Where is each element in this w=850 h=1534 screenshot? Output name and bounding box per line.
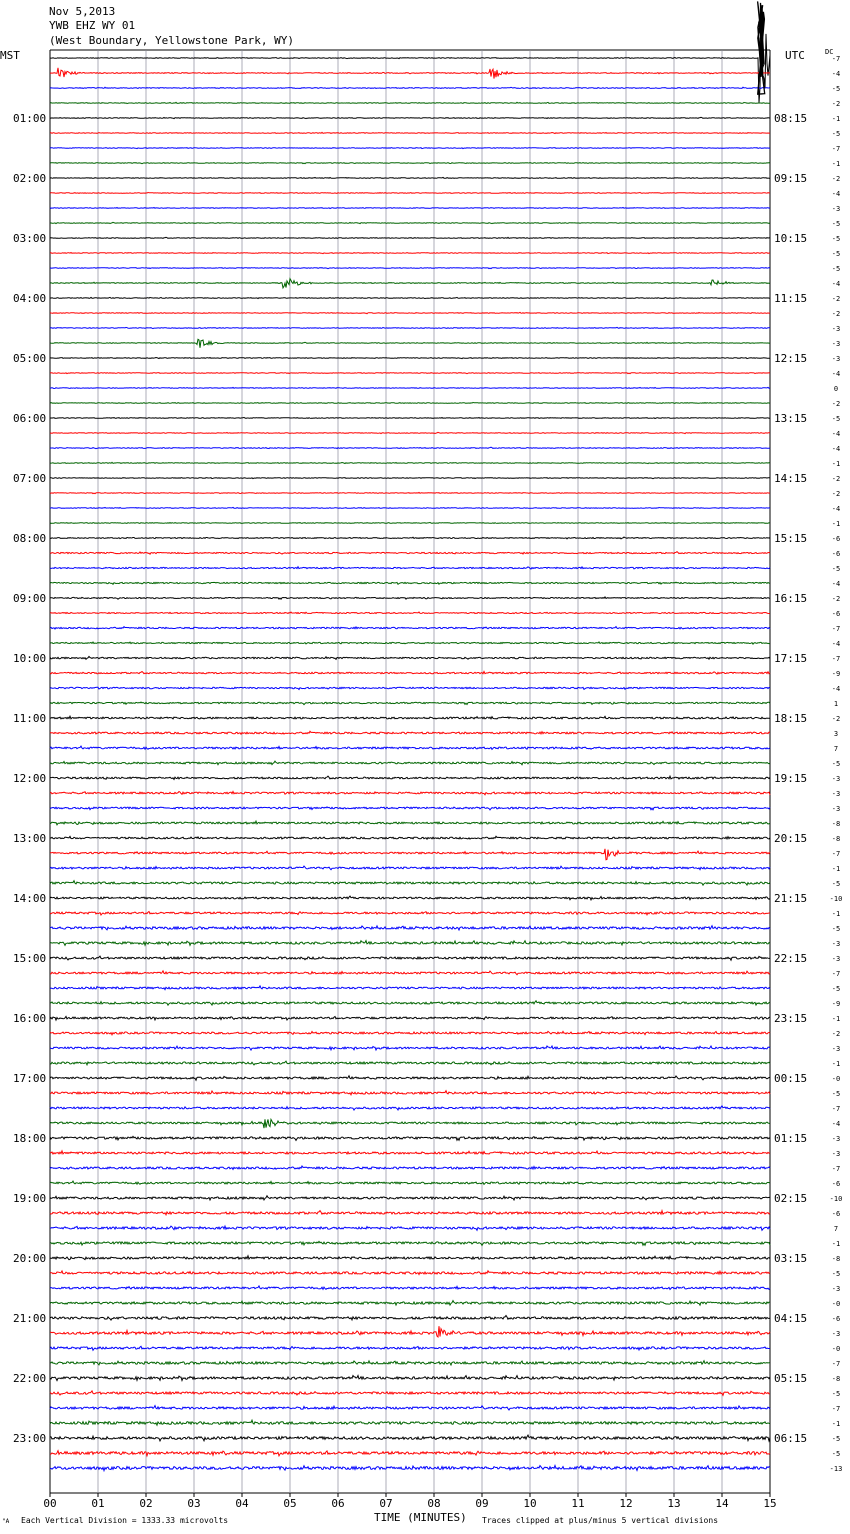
station-location: (West Boundary, Yellowstone Park, WY): [49, 34, 295, 47]
trace-row: [50, 1271, 770, 1275]
trace-row: [50, 746, 770, 749]
utc-time-label: 06:15: [774, 1432, 808, 1445]
utc-time-label: 16:15: [774, 592, 808, 605]
x-tick-label: 05: [283, 1497, 297, 1510]
mst-time-label: 14:00: [13, 892, 47, 905]
trace-row: [50, 971, 770, 975]
trace-row: [50, 1001, 770, 1005]
trace-row: [50, 702, 770, 705]
mst-time-label: 16:00: [13, 1012, 47, 1025]
dc-offset-label: -2: [831, 400, 841, 408]
dc-offset-label: -5: [831, 1435, 841, 1443]
utc-time-label: 00:15: [774, 1072, 808, 1085]
trace-row: [50, 1106, 770, 1110]
dc-offset-label: -7: [831, 850, 841, 858]
mst-time-label: 07:00: [13, 472, 47, 485]
dc-offset-label: -0: [831, 1300, 841, 1308]
x-tick-label: 06: [331, 1497, 345, 1510]
dc-offset-label: 1: [833, 700, 839, 708]
utc-time-label: 04:15: [774, 1312, 808, 1325]
right-timezone-label: UTC: [785, 49, 805, 62]
x-tick-label: 13: [667, 1497, 681, 1510]
trace-row: [50, 1211, 770, 1215]
plot-date: Nov 5,2013: [49, 5, 116, 18]
dc-offset-label: -5: [831, 985, 841, 993]
dc-offset-label: -2: [831, 175, 841, 183]
trace-row: [50, 417, 770, 418]
utc-time-label: 10:15: [774, 232, 808, 245]
trace-row: [50, 567, 770, 569]
trace-row: [50, 776, 770, 779]
dc-offset-label: -6: [831, 1210, 841, 1218]
dc-offset-label: -9: [831, 670, 841, 678]
dc-offset-label: -3: [831, 775, 841, 783]
trace-row: [50, 1406, 770, 1410]
dc-offset-label: -3: [831, 940, 841, 948]
mst-time-label: 10:00: [13, 652, 47, 665]
dc-offset-label: 0: [833, 385, 839, 393]
trace-row: [50, 1391, 770, 1395]
clip-note: Traces clipped at plus/minus 5 vertical divisions: [482, 1516, 719, 1525]
trace-row: [50, 1091, 770, 1095]
dc-offset-label: -5: [831, 760, 841, 768]
trace-row: [50, 1466, 770, 1471]
trace-row: [50, 986, 770, 990]
trace-row: [50, 896, 770, 900]
trace-row: [50, 1256, 770, 1260]
dc-offset-label: -1: [831, 1060, 841, 1068]
dc-offset-label: -5: [831, 250, 841, 258]
trace-row: [50, 849, 770, 860]
station-id: YWB EHZ WY 01: [49, 19, 136, 32]
dc-offset-label: -7: [831, 145, 841, 153]
left-timezone-label: MST: [0, 49, 20, 62]
dc-offset-label: -6: [831, 535, 841, 543]
dc-offset-label: -5: [831, 235, 841, 243]
dc-offset-label: -5: [831, 1090, 841, 1098]
corner-mark: "A: [2, 1518, 10, 1525]
dc-offset-label: -1: [831, 115, 841, 123]
dc-offset-label: -3: [831, 790, 841, 798]
dc-offset-label: -2: [831, 310, 841, 318]
trace-row: [50, 1420, 770, 1425]
trace-row: [50, 1316, 770, 1321]
trace-row: [50, 821, 770, 825]
dc-offset-label: -4: [831, 280, 841, 288]
mst-time-label: 11:00: [13, 712, 47, 725]
utc-time-label: 08:15: [774, 112, 808, 125]
mst-time-labels: [13, 112, 46, 1445]
trace-row: [50, 339, 770, 348]
trace-row: [50, 941, 770, 946]
mst-time-label: 17:00: [13, 1072, 47, 1085]
dc-offset-label: -4: [831, 1120, 841, 1128]
trace-row: [50, 1016, 770, 1020]
trace-row: [50, 881, 770, 886]
dc-offset-label: -5: [831, 220, 841, 228]
trace-row: [50, 148, 770, 149]
dc-offset-label: -7: [831, 655, 841, 663]
x-axis-title: TIME (MINUTES): [374, 1511, 467, 1524]
trace-row: [50, 627, 770, 629]
dc-offset-label: -5: [831, 925, 841, 933]
trace-row: [50, 102, 770, 103]
trace-row: [50, 1076, 770, 1080]
mst-time-label: 15:00: [13, 952, 47, 965]
dc-offset-label: -6: [831, 550, 841, 558]
mst-time-label: 01:00: [13, 112, 47, 125]
dc-offset-label: -3: [831, 955, 841, 963]
scale-note: Each Vertical Division = 1333.33 microvolts: [21, 1516, 229, 1525]
trace-row: [50, 402, 770, 403]
trace-row: [50, 926, 770, 930]
dc-offset-label: -3: [831, 1135, 841, 1143]
dc-offset-label: -3: [831, 325, 841, 333]
trace-row: [50, 132, 770, 133]
trace-row: [50, 327, 770, 328]
mst-time-label: 06:00: [13, 412, 47, 425]
dc-offset-label: -0: [831, 1345, 841, 1353]
trace-row: [50, 912, 770, 916]
trace-row: [50, 432, 770, 433]
trace-row: [50, 956, 770, 960]
dc-offset-label: -0: [831, 1075, 841, 1083]
mst-time-label: 23:00: [13, 1432, 47, 1445]
dc-offset-label: -5: [831, 1390, 841, 1398]
trace-row: [50, 836, 770, 839]
trace-row: [50, 1301, 770, 1306]
dc-offset-label: -1: [831, 460, 841, 468]
trace-row: [50, 1181, 770, 1184]
utc-time-label: 17:15: [774, 652, 808, 665]
dc-offset-label: -3: [831, 1045, 841, 1053]
utc-time-label: 18:15: [774, 712, 808, 725]
mst-time-label: 13:00: [13, 832, 47, 845]
seismic-traces: [50, 1, 770, 1470]
dc-offset-label: -5: [831, 265, 841, 273]
trace-row: [50, 279, 770, 288]
trace-row: [50, 1226, 770, 1230]
utc-time-label: 14:15: [774, 472, 808, 485]
dc-offset-label: -5: [831, 565, 841, 573]
dc-offset-label: -5: [831, 130, 841, 138]
trace-row: [50, 507, 770, 508]
trace-row: [50, 253, 770, 254]
dc-offset-label: -8: [831, 1375, 841, 1383]
trace-row: [50, 268, 770, 269]
x-tick-label: 08: [427, 1497, 441, 1510]
x-tick-label: 12: [619, 1497, 633, 1510]
dc-offset-label: -2: [831, 295, 841, 303]
dc-offset-label: -5: [831, 1450, 841, 1458]
trace-row: [50, 447, 770, 449]
x-tick-label: 15: [763, 1497, 777, 1510]
trace-row: [50, 642, 770, 644]
trace-row: [50, 537, 770, 539]
dc-offset-label: -4: [831, 370, 841, 378]
trace-row: [50, 387, 770, 388]
trace-row: [50, 1451, 770, 1456]
trace-row: [50, 522, 770, 523]
utc-time-label: 03:15: [774, 1252, 808, 1265]
trace-row: [50, 1151, 770, 1154]
utc-time-label: 11:15: [774, 292, 808, 305]
dc-offset-label: -7: [831, 1105, 841, 1113]
dc-offset-label: 7: [833, 745, 839, 753]
dc-offset-label: -2: [831, 1030, 841, 1038]
dc-offset-label: -7: [831, 1360, 841, 1368]
trace-row: [50, 612, 770, 614]
dc-offset-label: -1: [831, 520, 841, 528]
trace-row: [50, 597, 770, 599]
trace-row: [50, 222, 770, 223]
trace-row: [50, 1241, 770, 1245]
dc-offset-label: -4: [831, 640, 841, 648]
utc-time-label: 21:15: [774, 892, 808, 905]
trace-row: [50, 672, 770, 675]
dc-offset-labels: [830, 55, 843, 1473]
x-tick-label: 02: [139, 1497, 153, 1510]
dc-offset-label: -3: [831, 355, 841, 363]
dc-offset-label: -6: [831, 1180, 841, 1188]
dc-offset-label: -7: [831, 1405, 841, 1413]
trace-row: [50, 13, 770, 103]
trace-row: [50, 192, 770, 193]
dc-offset-label: -7: [831, 1165, 841, 1173]
trace-row: [50, 1136, 770, 1140]
x-tick-label: 03: [187, 1497, 201, 1510]
dc-offset-label: -1: [831, 1015, 841, 1023]
dc-offset-label: -10: [829, 1195, 843, 1203]
dc-offset-label: -2: [831, 715, 841, 723]
dc-offset-label: -1: [831, 865, 841, 873]
dc-offset-label: -3: [831, 1150, 841, 1158]
dc-offset-label: -2: [831, 490, 841, 498]
dc-offset-label: -4: [831, 70, 841, 78]
trace-row: [50, 1326, 770, 1337]
dc-offset-label: -13: [829, 1465, 843, 1473]
x-tick-label: 11: [571, 1497, 585, 1510]
trace-row: [50, 582, 770, 584]
dc-offset-label: -1: [831, 910, 841, 918]
utc-time-labels: [774, 112, 807, 1445]
trace-row: [50, 731, 770, 734]
dc-offset-label: -3: [831, 805, 841, 813]
dc-offset-label: -6: [831, 1315, 841, 1323]
dc-offset-label: -5: [831, 880, 841, 888]
dc-offset-label: -8: [831, 1255, 841, 1263]
mst-time-label: 05:00: [13, 352, 47, 365]
dc-offset-label: 7: [833, 1225, 839, 1233]
trace-row: [50, 1061, 770, 1065]
trace-row: [50, 478, 770, 479]
utc-time-label: 23:15: [774, 1012, 808, 1025]
utc-time-label: 09:15: [774, 172, 808, 185]
utc-time-label: 20:15: [774, 832, 808, 845]
dc-header: DC: [825, 48, 834, 56]
dc-offset-label: -3: [831, 1285, 841, 1293]
trace-row: [50, 1346, 770, 1350]
clipped-earthquake-trace: [758, 1, 765, 94]
trace-row: [50, 162, 770, 163]
dc-offset-label: -7: [831, 970, 841, 978]
trace-row: [50, 792, 770, 795]
trace-row: [50, 866, 770, 870]
dc-offset-label: -1: [831, 1240, 841, 1248]
trace-row: [50, 807, 770, 810]
x-tick-label: 01: [91, 1497, 105, 1510]
trace-row: [50, 1286, 770, 1290]
trace-row: [50, 208, 770, 209]
mst-time-label: 18:00: [13, 1132, 47, 1145]
trace-row: [50, 237, 770, 238]
utc-time-label: 15:15: [774, 532, 808, 545]
trace-row: [50, 552, 770, 555]
dc-offset-label: -7: [831, 55, 841, 63]
mst-time-label: 19:00: [13, 1192, 47, 1205]
dc-offset-label: 3: [833, 730, 839, 738]
mst-time-label: 04:00: [13, 292, 47, 305]
utc-time-label: 12:15: [774, 352, 808, 365]
trace-row: [50, 1119, 770, 1128]
trace-row: [50, 358, 770, 359]
dc-offset-label: -1: [831, 160, 841, 168]
trace-row: [50, 656, 770, 659]
trace-row: [50, 177, 770, 178]
dc-offset-label: -8: [831, 835, 841, 843]
mst-time-label: 12:00: [13, 772, 47, 785]
mst-time-label: 22:00: [13, 1372, 47, 1385]
dc-offset-label: -3: [831, 205, 841, 213]
dc-offset-label: -2: [831, 595, 841, 603]
dc-offset-label: -4: [831, 445, 841, 453]
trace-row: [50, 492, 770, 493]
mst-time-label: 08:00: [13, 532, 47, 545]
dc-offset-label: -6: [831, 610, 841, 618]
trace-row: [50, 87, 770, 88]
dc-offset-label: -10: [829, 895, 843, 903]
trace-row: [50, 1046, 770, 1050]
trace-row: [50, 761, 770, 765]
trace-row: [50, 462, 770, 463]
trace-row: [50, 716, 770, 719]
utc-time-label: 01:15: [774, 1132, 808, 1145]
dc-offset-label: -2: [831, 100, 841, 108]
x-tick-label: 09: [475, 1497, 489, 1510]
dc-offset-label: -3: [831, 340, 841, 348]
trace-row: [50, 1166, 770, 1169]
x-tick-label: 00: [43, 1497, 57, 1510]
trace-row: [50, 1031, 770, 1034]
dc-offset-label: -4: [831, 685, 841, 693]
dc-offset-label: -4: [831, 505, 841, 513]
trace-row: [50, 297, 770, 298]
utc-time-label: 22:15: [774, 952, 808, 965]
trace-row: [50, 1361, 770, 1365]
dc-offset-label: -5: [831, 1270, 841, 1278]
dc-offset-label: -7: [831, 625, 841, 633]
dc-offset-label: -1: [831, 1420, 841, 1428]
utc-time-label: 19:15: [774, 772, 808, 785]
x-tick-label: 07: [379, 1497, 393, 1510]
dc-offset-label: -9: [831, 1000, 841, 1008]
dc-offset-label: -4: [831, 580, 841, 588]
trace-row: [50, 687, 770, 689]
utc-time-label: 05:15: [774, 1372, 808, 1385]
utc-time-label: 02:15: [774, 1192, 808, 1205]
mst-time-label: 09:00: [13, 592, 47, 605]
dc-offset-label: -5: [831, 85, 841, 93]
x-tick-label: 04: [235, 1497, 249, 1510]
trace-row: [50, 1196, 770, 1200]
dc-offset-label: -3: [831, 1330, 841, 1338]
x-tick-label: 14: [715, 1497, 729, 1510]
dc-offset-label: -4: [831, 430, 841, 438]
mst-time-label: 21:00: [13, 1312, 47, 1325]
dc-offset-label: -2: [831, 475, 841, 483]
x-tick-label: 10: [523, 1497, 537, 1510]
trace-row: [50, 1435, 770, 1441]
mst-time-label: 20:00: [13, 1252, 47, 1265]
x-axis: [43, 1493, 776, 1510]
trace-row: [50, 117, 770, 118]
trace-row: [50, 68, 770, 79]
mst-time-label: 03:00: [13, 232, 47, 245]
dc-offset-label: -8: [831, 820, 841, 828]
dc-offset-label: -5: [831, 415, 841, 423]
trace-row: [50, 312, 770, 313]
minute-grid: [50, 50, 770, 1493]
mst-time-label: 02:00: [13, 172, 47, 185]
trace-row: [50, 1376, 770, 1381]
trace-row: [50, 373, 770, 374]
utc-time-label: 13:15: [774, 412, 808, 425]
dc-offset-label: -4: [831, 190, 841, 198]
